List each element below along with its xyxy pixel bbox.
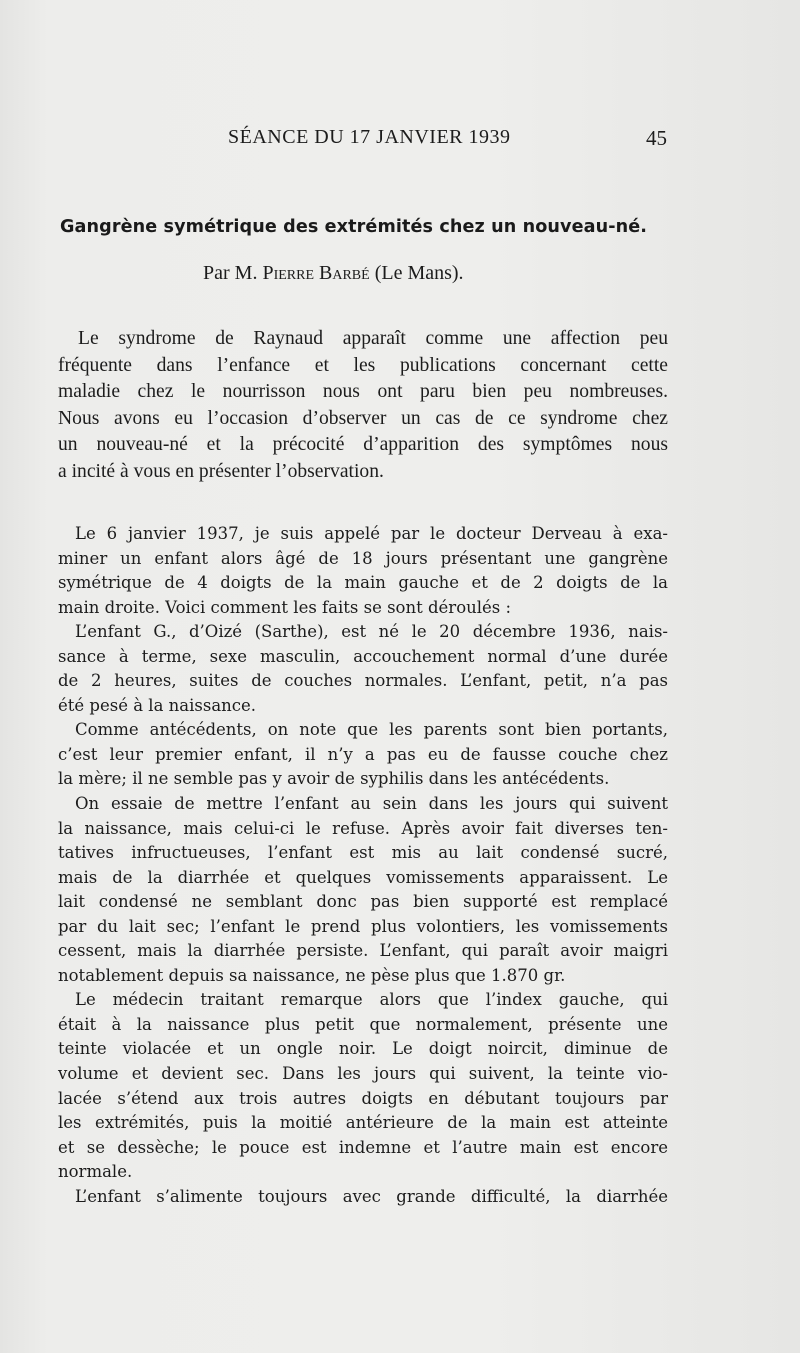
body-line: les extrémités, puis la moitié antérieure de la main est atteinte (58, 1113, 668, 1133)
body-line: On essaie de mettre l’enfant au sein dans les jours qui suivent (75, 794, 668, 814)
article-title: Gangrène symétrique des extrémités chez un nouveau-né. (60, 217, 648, 237)
body-line: miner un enfant alors âgé de 18 jours présentant une gangrène (58, 548, 668, 568)
running-head-title: SÉANCE DU 17 JANVIER 1939 (228, 126, 511, 148)
page-number: 45 (646, 126, 667, 150)
intro-line: Nous avons eu l’occasion d’observer un cas de ce syndrome chez (58, 407, 668, 429)
body-line: été pesé à la naissance. (58, 695, 257, 715)
body-line: était à la naissance plus petit que normalement, présente une (58, 1014, 668, 1034)
body-line: symétrique de 4 doigts de la main gauche et de 2 doigts de la (58, 573, 668, 593)
body-line: de 2 heures, suites de couches normales. L’enfant, petit, n’a pas (58, 671, 668, 691)
body-line: lait condensé ne semblant donc pas bien supporté est remplacé (58, 892, 668, 912)
intro-paragraph (58, 326, 668, 486)
body-line: et se dessèche; le pouce est indemne et l’autre main est encore (58, 1137, 668, 1157)
body-line: Comme antécédents, on note que les parents sont bien portants, (75, 720, 668, 740)
intro-line: fréquente dans l’enfance et les publications concernant cette (58, 354, 668, 376)
body-line: notablement depuis sa naissance, ne pèse plus que 1.870 gr. (58, 965, 566, 985)
intro-line: un nouveau-né et la précocité d’apparition des symptômes nous (58, 434, 668, 456)
body-line: par du lait sec; l’enfant le prend plus volontiers, les vomissements (58, 916, 668, 936)
body-line: main droite. Voici comment les faits se sont déroulés : (58, 597, 512, 617)
running-head (0, 126, 800, 156)
body-line: la naissance, mais celui-ci le refuse. Après avoir fait diverses ten- (58, 818, 668, 838)
byline-prefix: Par M. (203, 262, 258, 284)
intro-line: Le syndrome de Raynaud apparaît comme une affection peu (78, 328, 668, 349)
body-line: mais de la diarrhée et quelques vomissements apparaissent. Le (58, 867, 668, 887)
body-line: la mère; il ne semble pas y avoir de syphilis dans les antécédents. (58, 769, 610, 789)
body-line: normale. (58, 1162, 133, 1182)
body-line: teinte violacée et un ongle noir. Le doigt noircit, diminue de (58, 1039, 668, 1059)
body-line: Le médecin traitant remarque alors que l’index gauche, qui (75, 990, 668, 1010)
body-line: lacée s’étend aux trois autres doigts en débutant toujours par (58, 1088, 668, 1108)
body-line: volume et devient sec. Dans les jours qui suivent, la teinte vio- (58, 1064, 668, 1084)
observation-text (58, 522, 668, 1209)
body-line: L’enfant s’alimente toujours avec grande difficulté, la diarrhée (75, 1186, 668, 1206)
body-line: L’enfant G., d’Oizé (Sarthe), est né le 20 décembre 1936, nais- (75, 622, 668, 642)
body-line: Le 6 janvier 1937, je suis appelé par le docteur Derveau à exa- (75, 524, 668, 543)
author-name: Pierre Barbé (262, 262, 370, 284)
author-location: (Le Mans). (374, 262, 464, 284)
body-line: c’est leur premier enfant, il n’y a pas eu de fausse couche chez (58, 744, 668, 764)
body-line: tatives infructueuses, l’enfant est mis au lait condensé sucré, (58, 843, 668, 863)
body-line: sance à terme, sexe masculin, accouchement normal d’une durée (58, 646, 668, 666)
body-line: cessent, mais la diarrhée persiste. L’enfant, qui paraît avoir maigri (58, 941, 668, 961)
intro-line: a incité à vous en présenter l’observation. (58, 460, 384, 482)
intro-line: maladie chez le nourrisson nous ont paru bien peu nombreuses. (58, 381, 668, 403)
